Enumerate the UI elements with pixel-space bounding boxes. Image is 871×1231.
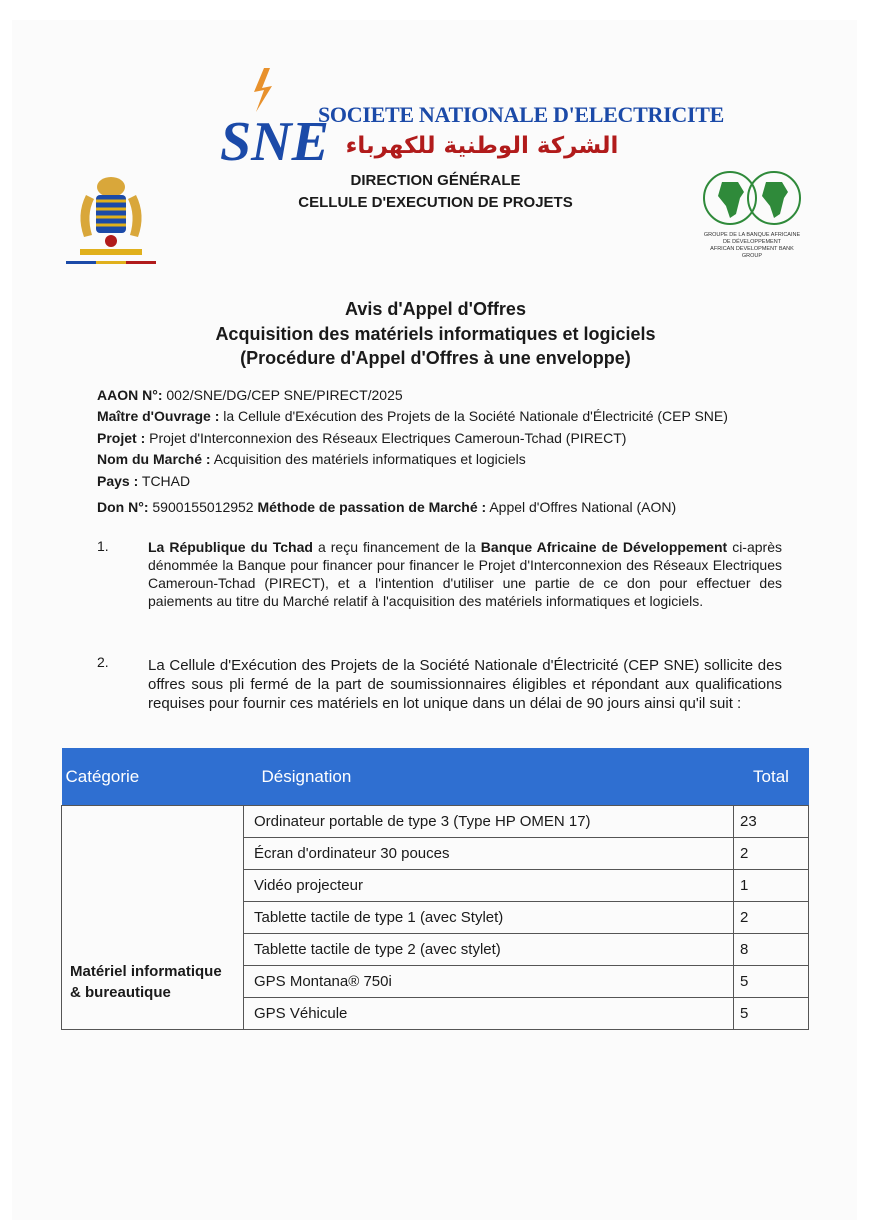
designation-cell: Vidéo projecteur [244,870,734,902]
afdb-logo [700,168,804,232]
paragraph-1: La République du Tchad a reçu financement de la Banque Africaine de Développement ci-après dénommée la Banque pour financer pour financer le Projet d'Interconnexion des Réseaux Electriques Cameroun-Tchad (PIRECT), et a l'intention d'utiliser une partie de ce don pour effectuer des paiements au titre du Marché relatif à l'acquisition des matériels informatiques et logiciels. [148,539,782,609]
notice-procedure: (Procédure d'Appel d'Offres à une enveloppe) [240,348,631,368]
info-don: Don N°: 5900155012952 Méthode de passation de Marché : Appel d'Offres National (AON) [97,499,677,515]
afdb-caption-line2: DE DÉVELOPPEMENT [722,239,782,245]
total-cell: 5 [734,998,809,1030]
total-cell: 8 [734,934,809,966]
designation-cell: GPS Montana® 750i [244,966,734,998]
info-projet: Projet : Projet d'Interconnexion des Réseaux Electriques Cameroun-Tchad (PIRECT) [97,430,627,446]
header-designation: Désignation [244,748,734,806]
total-cell: 5 [734,966,809,998]
table-header-row [62,748,809,806]
total-cell: 2 [734,838,809,870]
total-cell: 2 [734,902,809,934]
direction-generale: DIRECTION GÉNÉRALE [350,172,521,189]
designation-cell: GPS Véhicule [244,998,734,1030]
info-aaon: AAON N°: 002/SNE/DG/CEP SNE/PIRECT/2025 [97,387,403,403]
afdb-caption [700,232,804,260]
company-name-ar: الشركة الوطنية للكهرباء [345,133,619,159]
designation-cell: Écran d'ordinateur 30 pouces [244,838,734,870]
company-name-fr: SOCIETE NATIONALE D'ELECTRICITE [318,102,724,127]
paragraph-2: La Cellule d'Exécution des Projets de la Société Nationale d'Électricité (CEP SNE) sollicite des offres sous pli fermé de la part de soumissionnaires éligibles et répondant aux qualifications requises pour fournir ces matériels en lot unique dans un délai de 90 jours ainsi qu'il suit : [148,657,782,712]
designation-cell: Tablette tactile de type 1 (avec Stylet) [244,902,734,934]
chad-coat-of-arms-emblem [66,165,156,265]
designation-cell: Ordinateur portable de type 3 (Type HP OMEN 17) [244,806,734,838]
table-row [62,806,809,838]
total-cell: 23 [734,806,809,838]
afdb-caption-line1: GROUPE DE LA BANQUE AFRICAINE [703,232,801,238]
category-cell: Matériel informatique & bureautique [62,806,244,1030]
info-nom-marche: Nom du Marché : Acquisition des matériels informatiques et logiciels [97,451,526,467]
total-cell: 1 [734,870,809,902]
info-maitre-ouvrage: Maître d'Ouvrage : la Cellule d'Exécution des Projets de la Société Nationale d'Électricité (CEP SNE) [97,408,728,424]
sne-logo-text: SNE [220,111,329,173]
paragraph-2-number: 2. [97,654,109,670]
sne-logo [220,68,329,173]
afdb-caption-line3: AFRICAN DEVELOPMENT BANK GROUP [710,246,794,259]
items-table [61,748,809,1030]
header-total: Total [734,748,809,806]
header-categorie: Catégorie [62,748,244,806]
notice-subtitle: Acquisition des matériels informatiques et logiciels [215,324,656,344]
paragraph-1-number: 1. [97,538,109,554]
cellule-execution: CELLULE D'EXECUTION DE PROJETS [298,194,573,211]
info-pays: Pays : TCHAD [97,473,191,489]
designation-cell: Tablette tactile de type 2 (avec stylet) [244,934,734,966]
notice-title: Avis d'Appel d'Offres [345,299,526,319]
